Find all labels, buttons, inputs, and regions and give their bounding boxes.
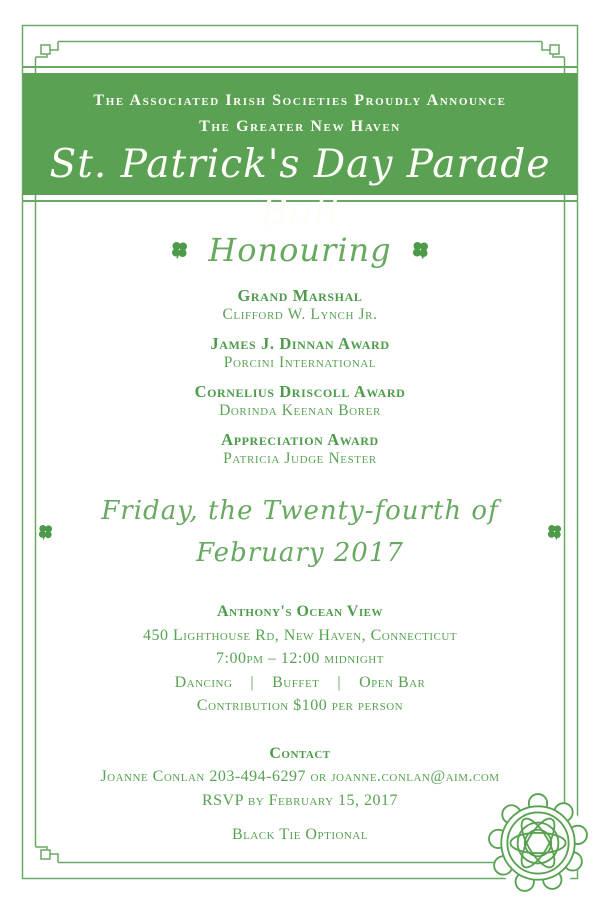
shamrock-icon — [38, 524, 53, 540]
venue-section — [38, 600, 562, 718]
contact-section — [38, 742, 562, 813]
honouree-dinnan-award — [38, 335, 562, 371]
venue-name: Anthony's Ocean View — [217, 603, 383, 620]
dress-code: Black Tie Optional — [231, 826, 369, 843]
event-date-row — [38, 490, 562, 574]
honouree-driscoll-award — [38, 383, 562, 419]
honouree-appreciation-award — [38, 431, 562, 467]
honouree-name: Patricia Judge Nester — [223, 450, 377, 467]
honouree-name: Porcini International — [223, 354, 377, 371]
contribution-line: Contribution $100 per person — [196, 697, 404, 714]
honouree-title: Cornelius Driscoll Award — [194, 382, 406, 401]
title-banner — [23, 66, 577, 235]
shamrock-icon — [171, 241, 188, 259]
invitation-body — [38, 208, 562, 847]
shamrock-icon — [412, 241, 429, 259]
honouring-heading: Honouring — [208, 231, 392, 269]
contact-info: Joanne Conlan 203-494-6297 or joanne.conlan@aim.com — [100, 768, 500, 785]
venue-address: 450 Lighthouse Rd, New Haven, Connecticut — [142, 626, 458, 644]
event-features: Dancing | Buffet | Open Bar — [174, 673, 426, 691]
event-date: Friday, the Twenty-fourth of February 2017 — [101, 496, 499, 568]
dress-code-section — [38, 823, 562, 847]
honouree-list — [38, 287, 562, 467]
honouree-title: Appreciation Award — [221, 430, 379, 449]
banner — [23, 73, 577, 235]
banner-region-line: The Greater New Haven — [199, 118, 401, 135]
honouree-grand-marshal — [38, 287, 562, 323]
honouring-heading-row — [38, 228, 562, 272]
honouree-name: Clifford W. Lynch Jr. — [222, 306, 378, 323]
honouree-title: James J. Dinnan Award — [210, 334, 390, 353]
event-title: St. Patrick's Day Parade Ball — [49, 142, 551, 235]
honouree-title: Grand Marshal — [237, 286, 363, 305]
event-time: 7:00pm – 12:00 midnight — [216, 650, 384, 667]
banner-announce-line: The Associated Irish Societies Proudly Announce — [93, 92, 507, 109]
celtic-knot-ornament — [487, 792, 589, 894]
honouree-name: Dorinda Keenan Borer — [219, 402, 381, 419]
banner-top-rule — [23, 66, 577, 68]
shamrock-icon — [547, 524, 562, 540]
contact-heading: Contact — [269, 744, 331, 762]
rsvp-line: RSVP by February 15, 2017 — [201, 791, 399, 809]
